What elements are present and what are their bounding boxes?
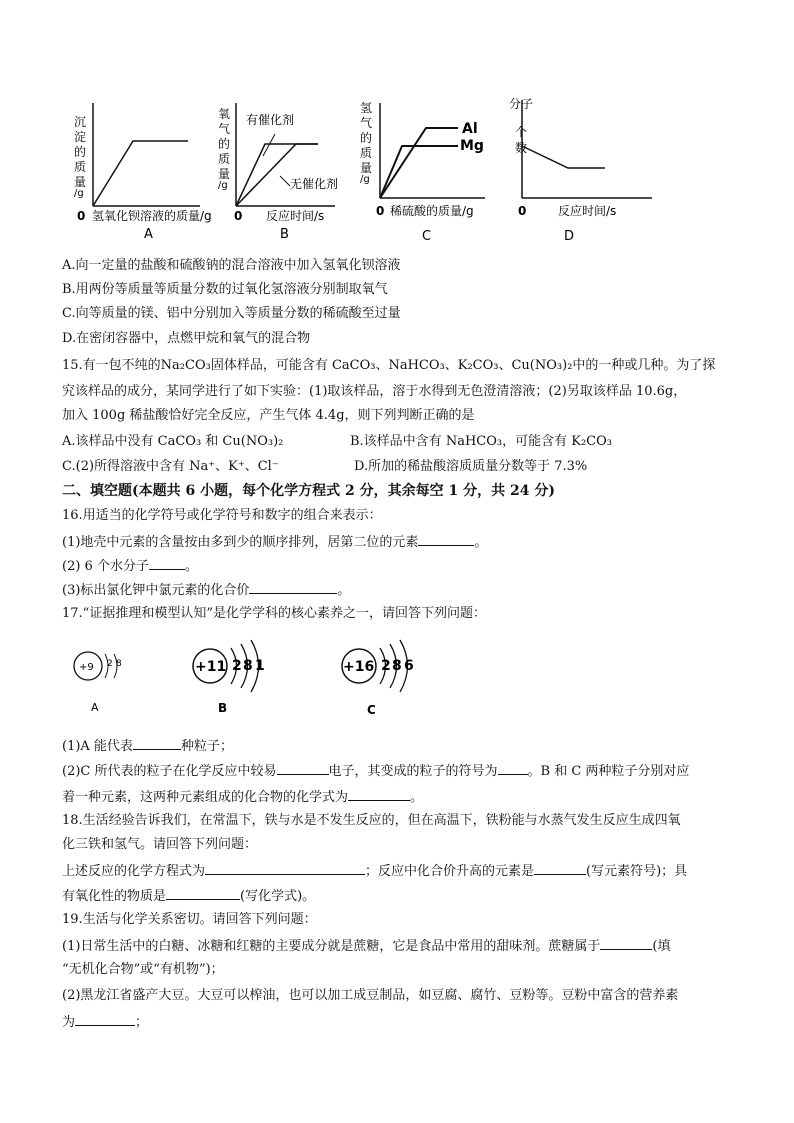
q16-part-1-text: (1)地壳中元素的含量按由多到少的顺序排列，居第二位的元素 xyxy=(62,535,419,550)
graph-c-ylabel-5: 量 xyxy=(360,161,373,175)
graph-b-ylabel-2: 气 xyxy=(218,122,231,136)
graph-b-line2-label: 无催化剂 xyxy=(290,177,339,191)
graph-a-letter: A xyxy=(144,227,153,242)
q14-option-b: B.用两份等质量等质量分数的过氧化氢溶液分别制取氧气 xyxy=(62,282,388,297)
q15-option-c: C.(2)所得溶液中含有 Na⁺、K⁺、Cl⁻ xyxy=(62,459,279,474)
graph-b-xlabel: 反应时间/s xyxy=(266,209,325,223)
q14-option-a: A.向一定量的盐酸和硫酸钠的混合溶液中加入氢氧化钡溶液 xyxy=(62,258,401,273)
atom-c-diagram xyxy=(342,640,414,717)
atom-c-shell-3: 6 xyxy=(404,658,414,674)
atom-b-diagram xyxy=(193,640,265,715)
q19-part-2-text-b: 为 xyxy=(62,1015,76,1030)
graph-a-ylabel-6: /g xyxy=(74,188,84,199)
graph-d-ylabel-1: 分 xyxy=(509,97,522,111)
graph-b-origin: 0 xyxy=(234,209,243,223)
q18-line-4 xyxy=(62,885,315,907)
graph-d xyxy=(509,96,652,244)
graph-c-ylabel-2: 气 xyxy=(360,116,373,130)
atom-b-nucleus: +11 xyxy=(195,659,227,675)
graph-d-ylabel-2: 子 xyxy=(521,97,534,111)
q17-part-2 xyxy=(62,760,689,782)
q14-option-c: C.向等质量的镁、铝中分别加入等质量分数的稀硫酸至过量 xyxy=(62,306,401,321)
q16-blank-2[interactable] xyxy=(149,555,185,570)
q18-line-3-text-a: 上述反应的化学方程式为 xyxy=(62,864,206,879)
q19-part-1 xyxy=(62,935,671,957)
q19-blank-1[interactable] xyxy=(600,935,652,950)
q15-line-1: 15.有一包不纯的Na₂CO₃固体样品，可能含有 CaCO₃、NaHCO₃、K₂CO₃、Cu(NO₃)₂中的一种或几种。为了探 xyxy=(62,358,716,373)
atom-c-label: C xyxy=(367,703,376,717)
q15-option-d: D.所加的稀盐酸溶质质量分数等于 7.3% xyxy=(354,459,588,474)
q18-blank-oxidizer[interactable] xyxy=(166,885,240,900)
q15-line-2: 究该样品的成分，某同学进行了如下实验：(1)取该样品，溶于水得到无色澄清溶液；(2)另取该样品 10.6g， xyxy=(62,384,687,399)
q17-part-2-end: 。 xyxy=(410,790,424,805)
q16-blank-3[interactable] xyxy=(249,579,337,594)
graph-d-curve xyxy=(522,146,605,168)
graph-c-line2-label: Mg xyxy=(460,138,484,154)
q16-part-2-text: (2) 6 个水分子 xyxy=(62,559,149,574)
q19-part-1-text-a: (1)日常生活中的白糖、冰糖和红糖的主要成分就是蔗糖，它是食品中常用的甜味剂。蔗糖属于 xyxy=(62,939,601,954)
graph-b-ylabel-4: 质 xyxy=(218,152,231,166)
q19-part-1-cont: “无机化合物”或“有机物”)； xyxy=(62,962,224,977)
section-2-heading: 二、填空题(本题共 6 小题，每个化学方程式 2 分，其余每空 1 分，共 24 分) xyxy=(62,483,555,499)
atom-b-shell-2: 8 xyxy=(243,658,253,674)
q17-part-1-end: 种粒子； xyxy=(180,739,233,754)
q18-line-4-text-a: 有氧化性的物质是 xyxy=(62,889,167,904)
graph-c-ylabel-3: 的 xyxy=(360,131,373,145)
graph-c-origin: 0 xyxy=(376,204,385,218)
q19-part-2: (2)黑龙江省盛产大豆。大豆可以榨油，也可以加工成豆制品，如豆腐、腐竹、豆粉等。豆粉中富含的营养素 xyxy=(62,988,679,1003)
q15-option-a: A.该样品中没有 CaCO₃ 和 Cu(NO₃)₂ xyxy=(62,434,284,449)
q16-blank-1[interactable] xyxy=(418,531,474,546)
graph-a-ylabel-3: 的 xyxy=(74,145,87,159)
q14-option-d: D.在密闭容器中，点燃甲烷和氧气的混合物 xyxy=(62,331,311,346)
q16-part-3 xyxy=(62,579,350,601)
atom-b-label: B xyxy=(218,701,228,715)
atom-b-shell-3: 1 xyxy=(255,658,265,674)
graph-d-ylabel-4: 数 xyxy=(515,141,528,155)
atom-a-shell-1: 2 xyxy=(107,659,113,669)
q16-part-3-end: 。 xyxy=(337,583,351,598)
graph-c-letter: C xyxy=(422,229,432,244)
q18-line-2: 化三铁和氢气。请回答下列问题： xyxy=(62,837,258,852)
graph-b-curve-2 xyxy=(236,144,318,206)
atom-structure-diagrams xyxy=(60,636,440,726)
graph-d-letter: D xyxy=(564,229,575,244)
graph-a-curve xyxy=(93,141,188,206)
q18-line-1: 18.生活经验告诉我们，在常温下，铁与水是不发生反应的，但在高温下，铁粉能与水蒸气发生反应生成四氧 xyxy=(62,813,681,828)
q15-option-b: B.该样品中含有 NaHCO₃，可能含有 K₂CO₃ xyxy=(350,434,612,449)
q17-part-1-text: (1)A 能代表 xyxy=(62,739,133,754)
graph-a-ylabel-4: 质 xyxy=(74,160,87,174)
q19-part-2-cont xyxy=(62,1011,148,1033)
graph-b-letter: B xyxy=(280,227,289,242)
graph-c-xlabel: 稀硫酸的质量/g xyxy=(390,204,474,218)
q16-part-3-text: (3)标出氯化钾中氯元素的化合价 xyxy=(62,583,250,598)
q17-part-2-text-d: 着一种元素，这两种元素组成的化合物的化学式为 xyxy=(62,790,349,805)
q16-stem: 16.用适当的化学符号或化学符号和数字的组合来表示： xyxy=(62,508,382,523)
graph-a xyxy=(74,103,212,242)
q18-line-3-text-c: (写元素符号)；具 xyxy=(586,864,688,879)
atom-a-diagram xyxy=(74,652,122,714)
q18-blank-element[interactable] xyxy=(534,860,586,875)
q16-part-2-end: 。 xyxy=(184,559,198,574)
atom-c-shell-2: 8 xyxy=(392,658,402,674)
graph-c-line1-label: Al xyxy=(462,121,478,137)
graph-c-ylabel-4: 质 xyxy=(360,146,373,160)
graph-b-ylabel-6: /g xyxy=(218,180,228,191)
graph-a-origin: 0 xyxy=(77,209,86,223)
graph-d-origin: 0 xyxy=(518,204,527,218)
q17-blank-1[interactable] xyxy=(133,735,181,750)
graph-a-ylabel-5: 量 xyxy=(74,175,87,189)
q17-blank-2[interactable] xyxy=(277,760,329,775)
atom-b-shell-1: 2 xyxy=(232,658,242,674)
graph-d-xlabel: 反应时间/s xyxy=(558,204,617,218)
atom-a-nucleus: +9 xyxy=(79,662,94,673)
q18-line-3 xyxy=(62,860,687,882)
q19-stem: 19.生活与化学关系密切。请回答下列问题： xyxy=(62,912,317,927)
atom-c-nucleus: +16 xyxy=(343,659,375,675)
graph-b xyxy=(218,103,338,242)
graph-a-xlabel: 氢氧化钡溶液的质量/g xyxy=(92,209,212,223)
atom-a-shell-2: 8 xyxy=(116,659,122,669)
graph-c-curve-mg xyxy=(380,146,458,198)
q18-line-4-text-b: (写化学式)。 xyxy=(240,889,316,904)
q17-stem: 17.“证据推理和模型认知”是化学学科的核心素养之一，请回答下列问题： xyxy=(62,606,486,621)
q19-blank-2[interactable] xyxy=(75,1011,135,1026)
q17-part-2-cont xyxy=(62,786,423,808)
graph-a-ylabel-1: 沉 xyxy=(74,115,87,129)
q17-part-2-text-b: 电子，其变成的粒子的符号为 xyxy=(328,764,498,779)
graph-c xyxy=(360,101,485,244)
graphs-figure xyxy=(60,88,660,248)
q17-part-2-text-c: 。B 和 C 两种粒子分别对应 xyxy=(527,764,690,779)
graph-d-ylabel-3: 个 xyxy=(515,125,528,139)
q19-part-1-text-b: (填 xyxy=(652,939,671,954)
atom-a-label: A xyxy=(91,701,99,714)
graph-b-ylabel-1: 氧 xyxy=(218,107,231,121)
q15-line-3: 加入 100g 稀盐酸恰好完全反应，产生气体 4.4g，则下列判断正确的是 xyxy=(62,408,475,423)
q18-blank-equation[interactable] xyxy=(205,860,365,875)
graph-b-ylabel-3: 的 xyxy=(218,137,231,151)
q18-line-3-text-b: ；反应中化合价升高的元素是 xyxy=(365,864,535,879)
graph-c-curve-al xyxy=(380,128,458,198)
graph-a-ylabel-2: 淀 xyxy=(74,130,87,144)
graph-c-ylabel-6: /g xyxy=(360,174,370,185)
graph-b-curve-1 xyxy=(236,144,318,206)
graph-b-line1-label: 有催化剂 xyxy=(246,113,295,127)
q17-part-1 xyxy=(62,735,233,757)
q16-part-1-end: 。 xyxy=(474,535,488,550)
atom-c-shell-1: 2 xyxy=(381,658,391,674)
q16-part-2 xyxy=(62,555,198,577)
q17-blank-3[interactable] xyxy=(498,760,528,775)
q17-part-2-text-a: (2)C 所代表的粒子在化学反应中较易 xyxy=(62,764,277,779)
q19-part-2-end: ； xyxy=(135,1015,149,1030)
q16-part-1 xyxy=(62,531,487,553)
graph-c-ylabel-1: 氢 xyxy=(360,101,373,115)
q17-blank-4[interactable] xyxy=(348,786,410,801)
graph-b-ylabel-5: 量 xyxy=(218,167,231,181)
